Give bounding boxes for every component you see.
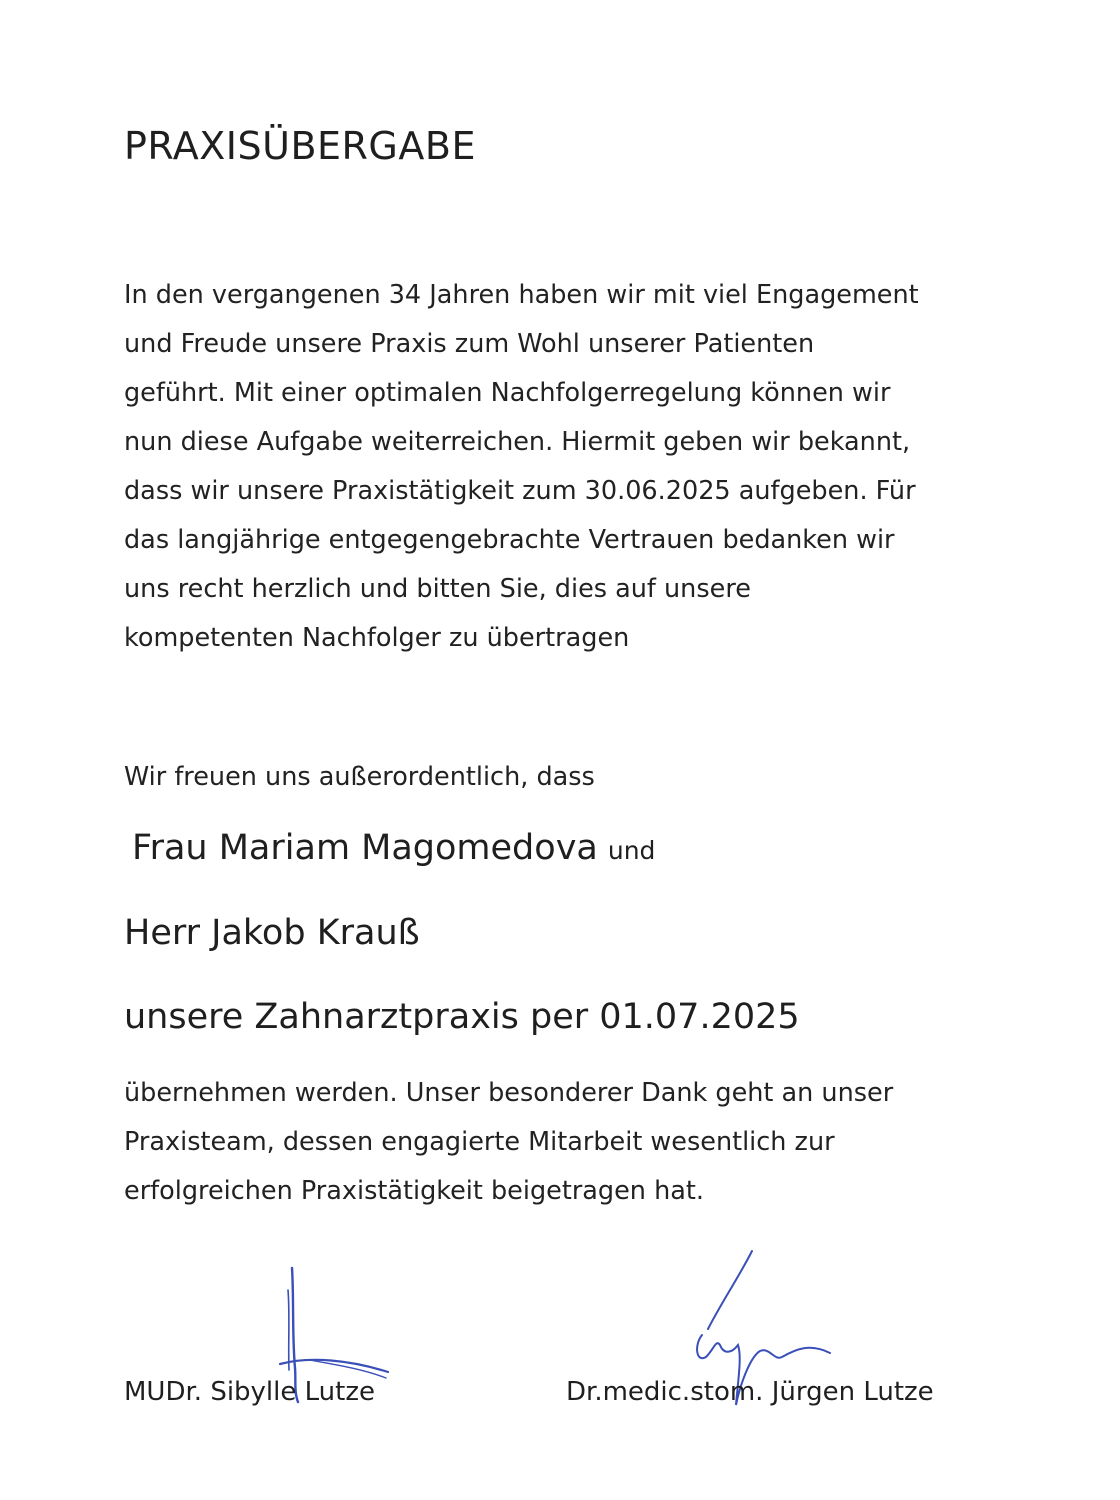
paragraph-announcement [124, 271, 919, 663]
signatory-right-name: Dr.medic.stom. Jürgen Lutze [566, 1377, 934, 1407]
page-title: PRAXISÜBERGABE [124, 124, 476, 168]
paragraph-line: dass wir unsere Praxistätigkeit zum 30.06.2025 aufgeben. Für [124, 476, 916, 506]
successor-line-1 [132, 828, 655, 868]
paragraph-line: kompetenten Nachfolger zu übertragen [124, 623, 630, 653]
conjunction-text: und [607, 836, 656, 865]
paragraph-line: Praxisteam, dessen engagierte Mitarbeit wesentlich zur [124, 1127, 835, 1157]
successor-name-1: Frau Mariam Magomedova [132, 828, 598, 868]
paragraph-line: In den vergangenen 34 Jahren haben wir mit viel Engagement [124, 280, 919, 310]
paragraph-line: uns recht herzlich und bitten Sie, dies auf unsere [124, 574, 751, 604]
paragraph-line: erfolgreichen Praxistätigkeit beigetragen hat. [124, 1176, 704, 1206]
paragraph-line: das langjährige entgegengebrachte Vertrauen bedanken wir [124, 525, 895, 555]
paragraph-line: geführt. Mit einer optimalen Nachfolgerregelung können wir [124, 378, 891, 408]
successor-name-2: Herr Jakob Krauß [124, 913, 420, 953]
paragraph-line: nun diese Aufgabe weiterreichen. Hiermit geben wir bekannt, [124, 427, 911, 457]
intro-line: Wir freuen uns außerordentlich, dass [124, 762, 595, 792]
paragraph-line: übernehmen werden. Unser besonderer Dank geht an unser [124, 1078, 894, 1108]
paragraph-thanks [124, 1069, 893, 1216]
takeover-line: unsere Zahnarztpraxis per 01.07.2025 [124, 997, 800, 1037]
signatory-left-name: MUDr. Sibylle Lutze [124, 1377, 375, 1407]
paragraph-line: und Freude unsere Praxis zum Wohl unserer Patienten [124, 329, 815, 359]
